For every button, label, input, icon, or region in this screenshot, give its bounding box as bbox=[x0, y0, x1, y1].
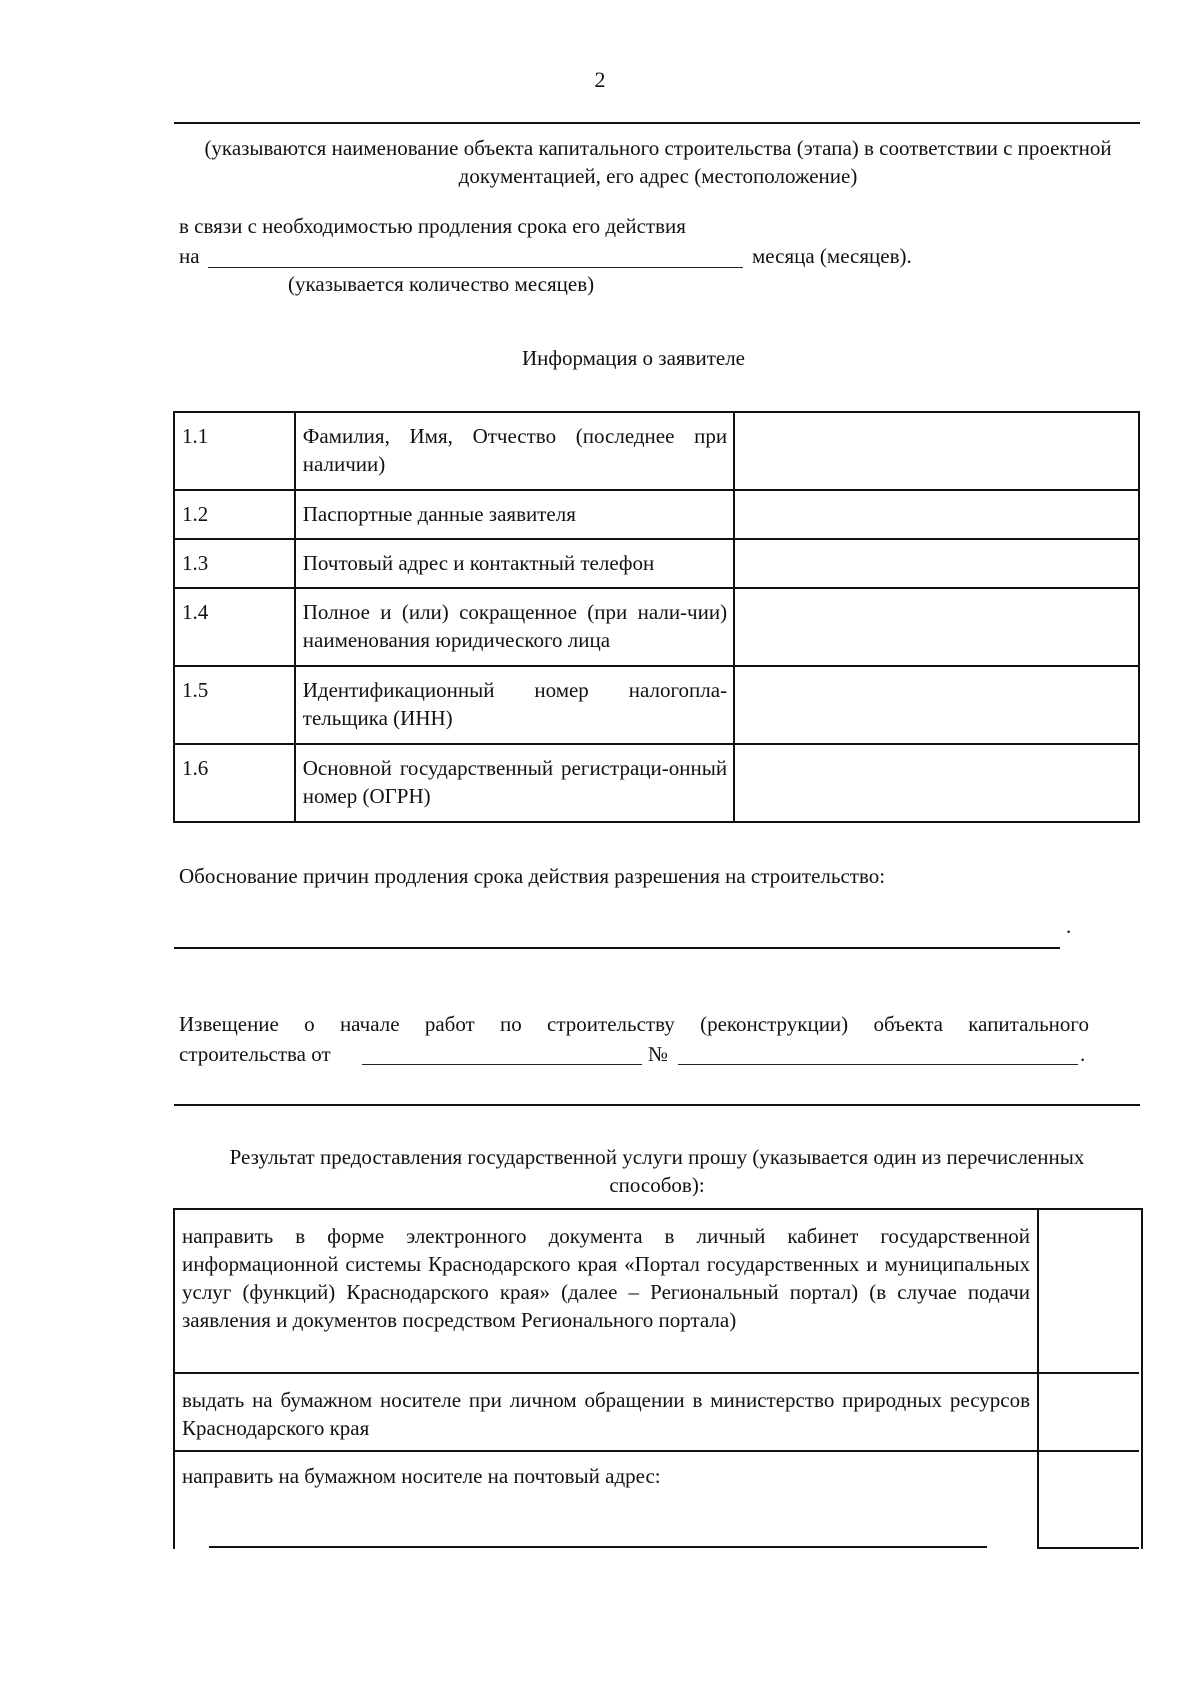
notice-end-mark: . bbox=[1080, 1042, 1086, 1066]
extension-suffix: месяца (месяцев). bbox=[752, 244, 912, 268]
table-row bbox=[174, 539, 1139, 588]
table-row bbox=[174, 666, 1139, 744]
result-option-checkbox[interactable] bbox=[1039, 1452, 1139, 1547]
row-number: 1.6 bbox=[174, 744, 295, 822]
notice-prefix: строительства от bbox=[179, 1042, 331, 1066]
notice-extra-line[interactable] bbox=[174, 1104, 1140, 1106]
row-value-cell[interactable] bbox=[734, 588, 1139, 666]
result-option-checkbox[interactable] bbox=[1039, 1210, 1139, 1372]
result-option-checkbox[interactable] bbox=[1039, 1374, 1139, 1450]
row-number: 1.3 bbox=[174, 539, 295, 588]
applicant-table bbox=[173, 411, 1140, 823]
extension-caption: (указывается количество месяцев) bbox=[288, 272, 595, 296]
table-row bbox=[174, 490, 1139, 539]
result-option-text: выдать на бумажном носителе при личном обращении в министерство природных ресурсов Краснодарского края bbox=[182, 1388, 1030, 1440]
result-options-table bbox=[173, 1208, 1143, 1549]
row-label: Паспортные данные заявителя bbox=[295, 490, 734, 539]
notice-number-field[interactable] bbox=[678, 1064, 1078, 1065]
table-row bbox=[174, 412, 1139, 490]
row-number: 1.5 bbox=[174, 666, 295, 744]
row-number: 1.2 bbox=[174, 490, 295, 539]
postal-address-field[interactable] bbox=[209, 1546, 987, 1548]
result-option-text: направить на бумажном носителе на почтовый адрес: bbox=[182, 1464, 661, 1488]
applicant-section-title: Информация о заявителе bbox=[521, 346, 746, 370]
object-name-line[interactable] bbox=[174, 122, 1140, 124]
reasons-end-mark: . bbox=[1066, 914, 1072, 938]
object-caption: (указываются наименование объекта капитального строительства (этапа) в соответствии с проектной документацией, его адрес (местоположение) bbox=[204, 136, 1112, 188]
row-label: Фамилия, Имя, Отчество (последнее при наличии) bbox=[295, 412, 734, 490]
notice-line1: Извещение о начале работ по строительству (реконструкции) объекта капитального bbox=[179, 1012, 1089, 1036]
row-label: Почтовый адрес и контактный телефон bbox=[295, 539, 734, 588]
row-label: Идентификационный номер налогопла-тельщика (ИНН) bbox=[295, 666, 734, 744]
months-count-field[interactable] bbox=[208, 267, 743, 268]
row-number: 1.1 bbox=[174, 412, 295, 490]
row-value-cell[interactable] bbox=[734, 666, 1139, 744]
row-value-cell[interactable] bbox=[734, 744, 1139, 822]
table-row bbox=[174, 744, 1139, 822]
result-option-text: направить в форме электронного документа в личный кабинет государственной информационной системы Краснодарского края «Портал государственных и муниципальных услуг (функций) Краснодарского края» (далее – Региональный портал) (в случае подачи заявления и документов посредством Регионального портала) bbox=[182, 1224, 1030, 1332]
row-value-cell[interactable] bbox=[734, 490, 1139, 539]
row-label: Полное и (или) сокращенное (при нали-чии) наименования юридического лица bbox=[295, 588, 734, 666]
row-value-cell[interactable] bbox=[734, 412, 1139, 490]
result-heading: Результат предоставления государственной услуги прошу (указывается один из перечисленных способов): bbox=[229, 1145, 1085, 1197]
extension-prefix: на bbox=[179, 244, 200, 268]
table-row bbox=[174, 588, 1139, 666]
row-value-cell[interactable] bbox=[734, 539, 1139, 588]
row-label: Основной государственный регистраци-онный номер (ОГРН) bbox=[295, 744, 734, 822]
row-number: 1.4 bbox=[174, 588, 295, 666]
extension-intro: в связи с необходимостью продления срока его действия bbox=[179, 214, 686, 238]
reasons-field[interactable] bbox=[174, 947, 1060, 949]
reasons-label: Обоснование причин продления срока действия разрешения на строительство: bbox=[179, 864, 886, 888]
notice-number-sign: № bbox=[648, 1042, 669, 1066]
page-number: 2 bbox=[594, 67, 606, 92]
notice-date-field[interactable] bbox=[362, 1064, 642, 1065]
